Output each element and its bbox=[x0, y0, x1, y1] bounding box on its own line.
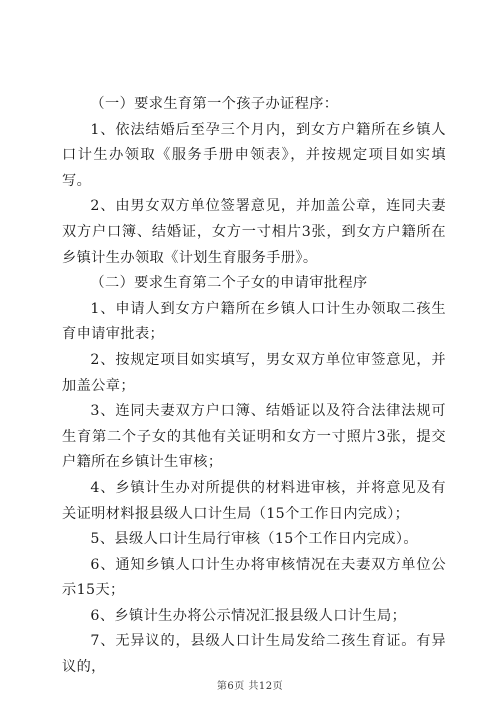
paragraph-step: 2、按规定项目如实填写，男女双方单位审签意见，并加盖公章； bbox=[62, 351, 446, 394]
page-footer: 第6页 共12页 bbox=[216, 681, 284, 692]
paragraph-step: 3、连同夫妻双方户口簿、结婚证以及符合法律法规可生育第二个子女的其他有关证明和女方一寸照片3张，提交户籍所在乡镇计生审核； bbox=[62, 403, 446, 471]
paragraph-step: 6、乡镇计生办将公示情况汇报县级人口计生局； bbox=[90, 607, 407, 624]
document-body bbox=[62, 92, 446, 681]
paragraph-step: 4、乡镇计生办对所提供的材料进审核，并将意见及有关证明材料报县级人口计生局（15个工作日内完成）； bbox=[62, 479, 446, 522]
paragraph-step: 6、通知乡镇人口计生办将审核情况在夫妻双方单位公示15天； bbox=[62, 556, 446, 599]
paragraph-step: 7、无异议的，县级人口计生局发给二孩生育证。有异议的， bbox=[62, 633, 446, 676]
paragraph-step: 1、依法结婚后至孕三个月内，到女方户籍所在乡镇人口计生办领取《服务手册申领表》，并按规定项目如实填写。 bbox=[62, 121, 446, 189]
paragraph-step: 2、由男女双方单位签署意见，并加盖公章，连同夫妻双方户口簿、结婚证，女方一寸相片3张，到女方户籍所在乡镇计生办领取《计划生育服务手册》。 bbox=[62, 198, 446, 266]
paragraph-step: 5、县级人口计生局行审核（15个工作日内完成）。 bbox=[90, 531, 418, 548]
section-heading-first-child: （一）要求生育第一个孩子办证程序： bbox=[90, 96, 339, 112]
paragraph-step: 1、申请人到女方户籍所在乡镇人口计生办领取二孩生育申请审批表； bbox=[62, 300, 446, 343]
section-heading-second-child: （二）要求生育第二个子女的申请审批程序 bbox=[90, 275, 368, 292]
